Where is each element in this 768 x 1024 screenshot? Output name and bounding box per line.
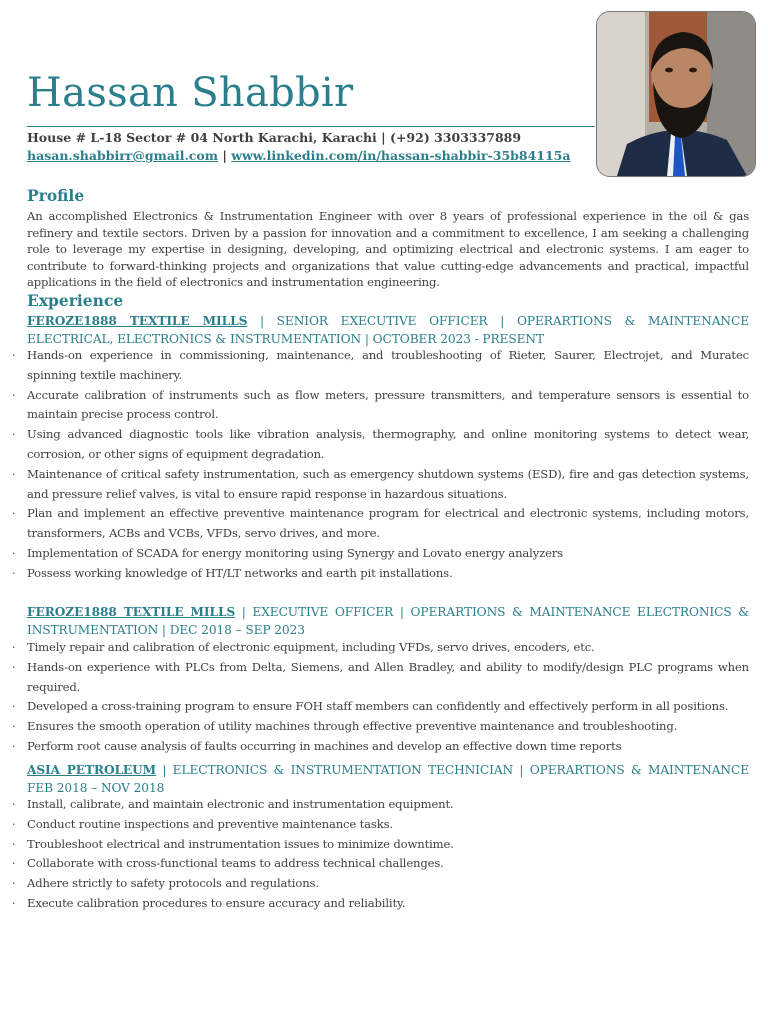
job-company: FEROZE1888 TEXTILE MILLS (27, 605, 236, 619)
list-item: · Developed a cross-training program to ensure FOH staff members can confidently and effectively perform in all positions. (12, 699, 729, 714)
contact-separator: | (217, 148, 232, 163)
email-link[interactable]: hasan.shabbirr@gmail.com (27, 148, 218, 163)
list-item: · Execute calibration procedures to ensure accuracy and reliability. (12, 895, 406, 910)
job-details: | SENIOR EXECUTIVE OFFICER | OPERARTIONS & MAINTENANCE ELECTRICAL, ELECTRONICS & INSTRUMENTATION | OCTOBER 2023 - PRESENT (27, 314, 749, 346)
job-bullet-list (0, 346, 749, 584)
list-item: · Collaborate with cross-functional teams to address technical challenges. (12, 856, 444, 871)
job-bullet-list (0, 795, 749, 914)
list-item: · Implementation of SCADA for energy monitoring using Synergy and Lovato energy analyzers (12, 545, 563, 560)
list-item: · Timely repair and calibration of electronic equipment, including VFDs, servo drives, encoders, etc. (12, 640, 595, 654)
resume-name: Hassan Shabbir (27, 70, 354, 116)
header-divider (27, 126, 595, 127)
profile-photo (596, 11, 756, 177)
list-item: · Hands-on experience in commissioning, maintenance, and troubleshooting of Rieter, Saurer, Electrojet, and Muratec spinning textile machinery. (12, 348, 749, 382)
list-item: · Hands-on experience with PLCs from Delta, Siemens, and Allen Bradley, and ability to modify/design PLC programs when required. (12, 659, 749, 694)
list-item: · Troubleshoot electrical and instrumentation issues to minimize downtime. (12, 836, 454, 851)
list-item: · Accurate calibration of instruments such as flow meters, pressure transmitters, and temperature sensors is essential to maintain precise process control. (12, 387, 749, 422)
job-details: | EXECUTIVE OFFICER | OPERARTIONS & MAINTENANCE ELECTRONICS & INSTRUMENTATION | DEC 2018 – SEP 2023 (27, 605, 749, 637)
list-item: · Maintenance of critical safety instrumentation, such as emergency shutdown systems (ESD), fire and gas detection systems, and pressure relief valves, is vital to ensure rapid response in hazardous situations. (12, 466, 749, 501)
profile-heading: Profile (27, 186, 85, 205)
list-item: · Possess working knowledge of HT/LT networks and earth pit installations. (12, 565, 453, 580)
list-item: · Plan and implement an effective preventive maintenance program for electrical and electronic systems, including motors, transformers, ACBs and VCBs, VFDs, servo drives, and more. (12, 506, 749, 541)
job-details: | ELECTRONICS & INSTRUMENTATION TECHNICIAN | OPERARTIONS & MAINTENANCE FEB 2018 – NOV 2018 (27, 763, 749, 795)
list-item: · Perform root cause analysis of faults occurring in machines and develop an effective down time reports (12, 738, 622, 753)
list-item: · Adhere strictly to safety protocols and regulations. (12, 876, 319, 891)
job-bullet-list (0, 638, 749, 757)
job-company: ASIA PETROLEUM (27, 763, 157, 777)
contact-address-phone: House # L-18 Sector # 04 North Karachi, Karachi | (+92) 3303337889 (27, 130, 522, 145)
contact-links (27, 147, 595, 164)
profile-summary: An accomplished Electronics & Instrumentation Engineer with over 8 years of professional experience in the oil & gas refinery and textile sectors. Driven by a passion for innovation and a commitment to excellence, I am seeking a challenging role to leverage my expertise in designing, developing, and optimizing electrical and electronic systems. I am eager to contribute to forward-thinking projects and organizations that value cutting-edge advancements and practical, impactful applications in the field of electronics and instrumentation engineering. (27, 209, 749, 290)
list-item: · Ensures the smooth operation of utility machines through effective preventive maintenance and troubleshooting. (12, 719, 678, 734)
list-item: · Install, calibrate, and maintain electronic and instrumentation equipment. (12, 797, 454, 811)
job-header (27, 312, 749, 348)
job-company: FEROZE1888 TEXTILE MILLS (27, 314, 248, 328)
experience-heading: Experience (27, 291, 124, 310)
list-item: · Conduct routine inspections and preventive maintenance tasks. (12, 816, 393, 831)
job-header (27, 761, 749, 797)
job-header (27, 603, 749, 639)
list-item: · Using advanced diagnostic tools like vibration analysis, thermography, and online monitoring systems to detect wear, corrosion, or other signs of equipment degradation. (12, 427, 749, 461)
linkedin-link[interactable]: www.linkedin.com/in/hassan-shabbir-35b84115a (231, 148, 571, 163)
